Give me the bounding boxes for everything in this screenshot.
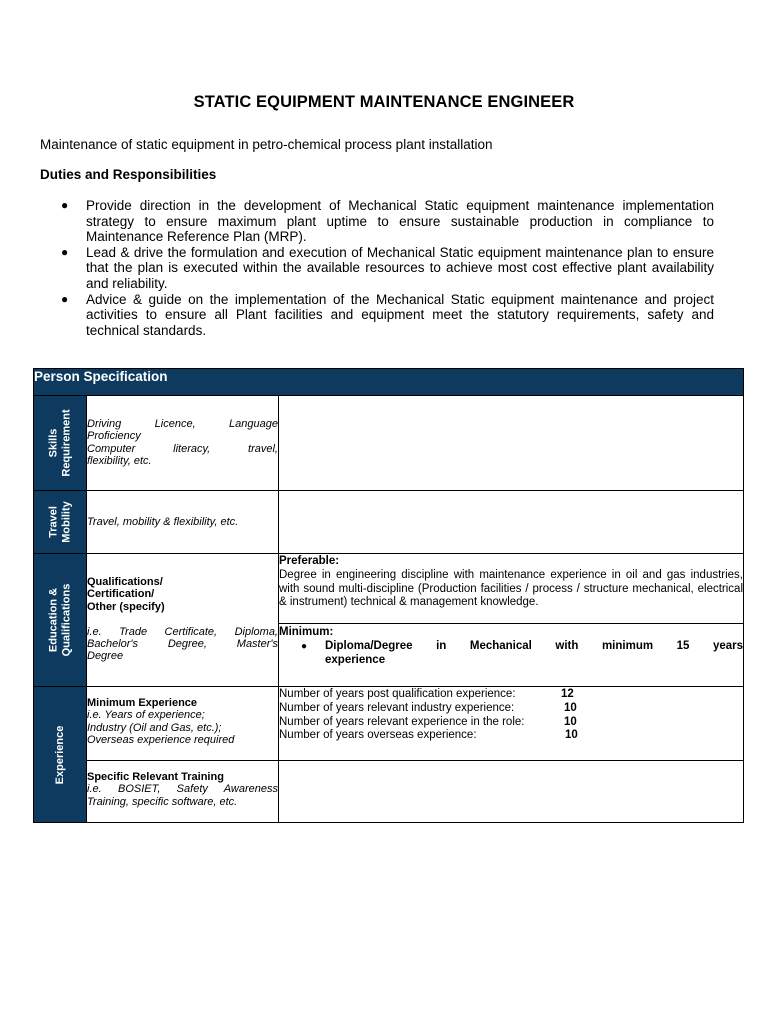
person-specification-table bbox=[33, 368, 744, 823]
min-experience-label: Minimum Experience i.e. Years of experience; Industry (Oil and Gas, etc.); Overseas experience required bbox=[87, 687, 279, 761]
section-travel: Travel Mobility bbox=[34, 491, 87, 554]
duties-heading: Duties and Responsibilities bbox=[40, 167, 217, 182]
experience-row: Number of years post qualification experience: 12 bbox=[279, 688, 574, 700]
travel-label: Travel, mobility & flexibility, etc. bbox=[87, 491, 279, 554]
duty-item bbox=[61, 291, 714, 339]
section-experience: Experience bbox=[34, 687, 87, 823]
minimum-heading: Minimum: bbox=[279, 626, 334, 638]
preferable-cell bbox=[279, 554, 744, 624]
duty-text: Advice & guide on the implementation of the Mechanical Static equipment maintenance and project activities to ensure all Plant facilities and equipment meet the statutory requirements, safety and technical standards. bbox=[86, 291, 714, 338]
bullet-icon: ● bbox=[301, 640, 308, 652]
bullet-icon: ● bbox=[61, 291, 69, 306]
experience-row: Number of years relevant experience in the role: 10 bbox=[279, 715, 577, 728]
preferable-heading: Preferable: bbox=[279, 555, 340, 567]
experience-row: Number of years relevant industry experience: 10 bbox=[279, 701, 577, 714]
training-label: Specific Relevant Training i.e. BOSIET, Safety Awareness Training, specific software, etc. bbox=[87, 761, 279, 823]
duty-text: Lead & drive the formulation and execution of Mechanical Static equipment maintenance plan to ensure that the plan is executed within the available resources to achieve most cost effective plant availability and reliability. bbox=[86, 244, 714, 291]
duty-item bbox=[61, 198, 714, 245]
minimum-cell: Minimum: ● Diploma/Degree in Mechanical with minimum 15 years experience bbox=[279, 624, 744, 687]
section-skills: Skills Requirement bbox=[34, 396, 87, 491]
duties-list bbox=[61, 198, 714, 338]
bullet-icon: ● bbox=[61, 244, 69, 259]
duty-text: Provide direction in the development of Mechanical Static equipment maintenance implementation strategy to ensure maximum plant uptime to ensure sustainable production in compliance to Maintenance Reference Plan (MRP). bbox=[86, 198, 714, 245]
skills-value bbox=[279, 396, 744, 491]
preferable-text: Degree in engineering discipline with maintenance experience in oil and gas industries, with sound multi-discipline (Production facilities / process / structure mechanical, electrical & instrument) technical & management knowledge. bbox=[279, 568, 744, 609]
education-label: Qualifications/ Certification/ Other (specify) i.e. Trade Certificate, Diploma, Bachelor's Degree, Master's Degree bbox=[87, 554, 279, 687]
spec-header: Person Specification bbox=[34, 369, 744, 396]
travel-value bbox=[279, 491, 744, 554]
bullet-icon: ● bbox=[61, 198, 69, 212]
training-value bbox=[279, 761, 744, 823]
skills-label: Driving Licence, Language Proficiency Computer literacy, travel, flexibility, etc. bbox=[87, 396, 279, 491]
duty-item bbox=[61, 244, 714, 292]
section-education: Education & Qualifications bbox=[34, 554, 87, 687]
page-title: STATIC EQUIPMENT MAINTENANCE ENGINEER bbox=[193, 93, 575, 111]
experience-row: Number of years overseas experience: 10 bbox=[279, 729, 578, 742]
intro-text: Maintenance of static equipment in petro-chemical process plant installation bbox=[40, 137, 493, 152]
experience-values bbox=[279, 687, 744, 761]
